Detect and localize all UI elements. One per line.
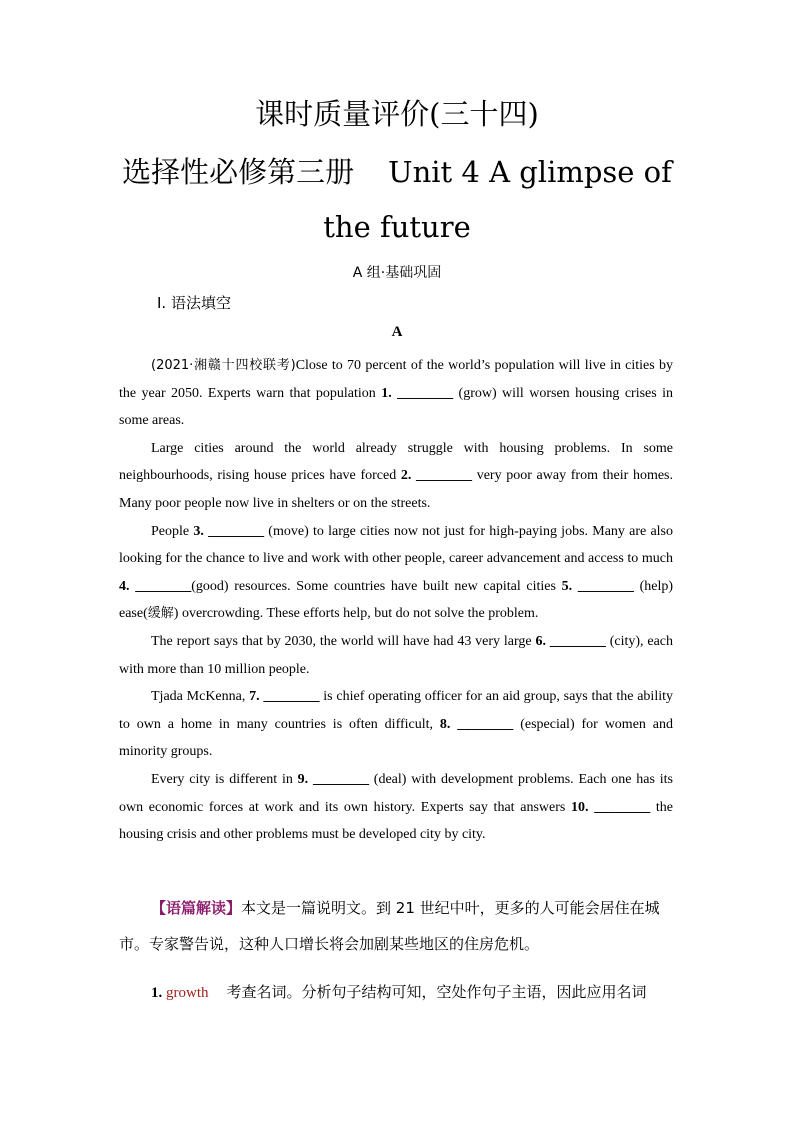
blank-3: 3. ________ xyxy=(193,523,265,539)
unit-title-en: Unit 4 A glimpse of xyxy=(388,155,672,189)
paragraph-5: Tjada McKenna, 7. ________ is chief operating officer for an aid group, says that the ability to own a home in many countries is often difficult, 8. ________ (especial) for women and minority groups. xyxy=(119,689,674,760)
unit-title-continued: the future xyxy=(323,210,471,244)
blank-8: 8. ________ xyxy=(439,716,514,732)
blank-4: 4. ________ xyxy=(119,578,192,594)
answer-number: 1. xyxy=(151,985,163,1001)
blank-7: 7. ________ xyxy=(249,689,320,705)
blank-2: 2. ________ xyxy=(400,468,473,484)
answer-word: growth xyxy=(166,985,209,1001)
page-title: 课时质量评价(三十四) xyxy=(255,97,539,131)
paragraph-6: Every city is different in 9. ________ (deal) with development problems. Each one has its own economic forces at work and its own history. Experts say that answers 10. ________ the housing crisis and other problems must be developed city by city. xyxy=(119,771,673,843)
passage xyxy=(119,352,673,849)
blank-5: 5. ________ xyxy=(561,578,634,594)
group-heading: A 组·基础巩固 xyxy=(352,265,442,281)
blank-9: 9. ________ xyxy=(297,771,369,787)
section-heading: Ⅰ. 语法填空 xyxy=(157,294,231,312)
blank-6: 6. ________ xyxy=(535,633,606,649)
paragraph-4: The report says that by 2030, the world will have had 43 very large 6. ________ (city), each with more than 10 million people. xyxy=(119,633,674,677)
analysis-text: 本文是一篇说明文。到 21 世纪中叶，更多的人可能会居住在城市。专家警告说，这种人口增长将会加剧某些地区的住房危机。 xyxy=(119,899,660,953)
paragraph-2: Large cities around the world already struggle with housing problems. In some neighbourhoods, rising house prices have forced 2. ________ very poor away from their homes. Many poor people now live in shelters or on the streets. xyxy=(119,440,674,511)
answer-explanation: 考查名词。分析句子结构可知，空处作句子主语，因此应用名词 xyxy=(226,983,647,1001)
passage-label: A xyxy=(391,324,403,340)
blank-1: 1. ________ xyxy=(381,385,454,401)
unit-title xyxy=(0,155,794,189)
passage-analysis xyxy=(119,890,673,962)
answer-1 xyxy=(151,978,673,1007)
passage-source: (2021·湘赣十四校联考) xyxy=(151,358,296,373)
blank-10: 10. ________ xyxy=(571,799,651,815)
paragraph-1: (2021·湘赣十四校联考)Close to 70 percent of the world’s population will live in cities by the year 2050. Experts warn that population 1. ________ (grow) will worsen housing crises in some areas. xyxy=(119,358,674,429)
analysis-tag: 【语篇解读】 xyxy=(151,899,242,917)
unit-title-cn: 选择性必修第三册 xyxy=(122,155,355,189)
paragraph-3: People 3. ________ (move) to large cities now not just for high-paying jobs. Many are also looking for the chance to live and work with other people, career advancement and access to much 4. ________(good) resources. Some countries have built new capital cities 5. ________ (help) ease(缓解) overcrowding. These efforts help, but do not solve the problem. xyxy=(119,523,674,622)
